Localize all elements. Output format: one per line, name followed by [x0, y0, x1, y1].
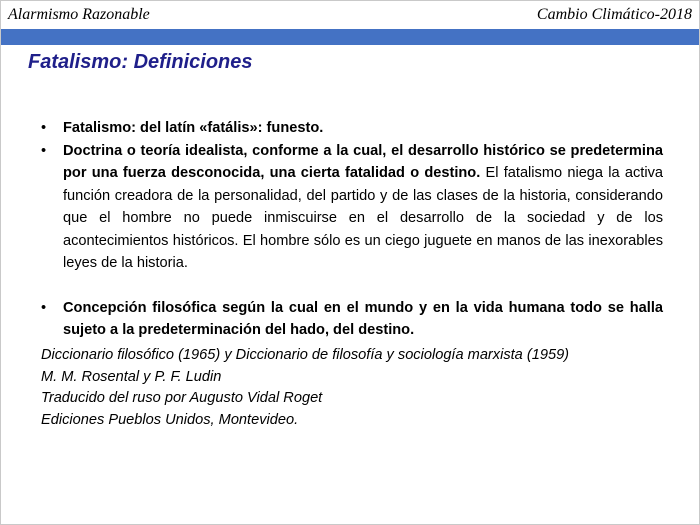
bullet-text: El fatalismo niega la activa función creadora de la personalidad, del partido y de las clases de la historia, considerando que el hombre no puede inmiscuirse en el desarrollo de la sociedad y de los acontecimientos históricos. El hombre sólo es un ciego juguete en manos de las inexorables leyes de la historia.: [63, 165, 663, 271]
reference-line: Ediciones Pueblos Unidos, Montevideo.: [41, 411, 299, 428]
reference-line: Diccionario filosófico (1965) y Diccionario de filosofía y sociología marxista (1959): [41, 347, 570, 363]
bullet-icon: •: [41, 142, 47, 159]
bullet-text: Concepción filosófica según la cual en el mundo y en la vida humana todo se halla sujeto a la predeterminación del hado, del destino.: [63, 299, 663, 338]
bullet-item: [41, 297, 663, 342]
bullet-item: [41, 140, 663, 275]
bullet-icon: •: [41, 299, 47, 316]
bullet-content: [41, 117, 663, 342]
bullet-list: [41, 117, 663, 342]
bullet-icon: •: [41, 120, 47, 136]
header-left-text: Alarmismo Razonable: [8, 6, 150, 23]
header-right-text: Cambio Climático-2018: [536, 6, 692, 23]
header-accent-bar: [1, 29, 699, 45]
bullet-item: [41, 117, 663, 140]
bullet-text-bold: Doctrina o teoría idealista, conforme a la cual, el desarrollo histórico se predetermina por una fuerza desconocida, una cierta fatalidad o destino.: [63, 142, 663, 181]
spacer: [41, 275, 663, 297]
reference-line: Traducido del ruso por Augusto Vidal Roget: [41, 390, 323, 406]
bullet-text: Fatalismo: del latín «fatális»: funesto.: [63, 120, 324, 136]
slide-title: Fatalismo: Definiciones: [28, 51, 253, 73]
reference-line: M. M. Rosental y P. F. Ludin: [41, 368, 222, 385]
header: [1, 1, 699, 28]
references: [41, 345, 569, 431]
